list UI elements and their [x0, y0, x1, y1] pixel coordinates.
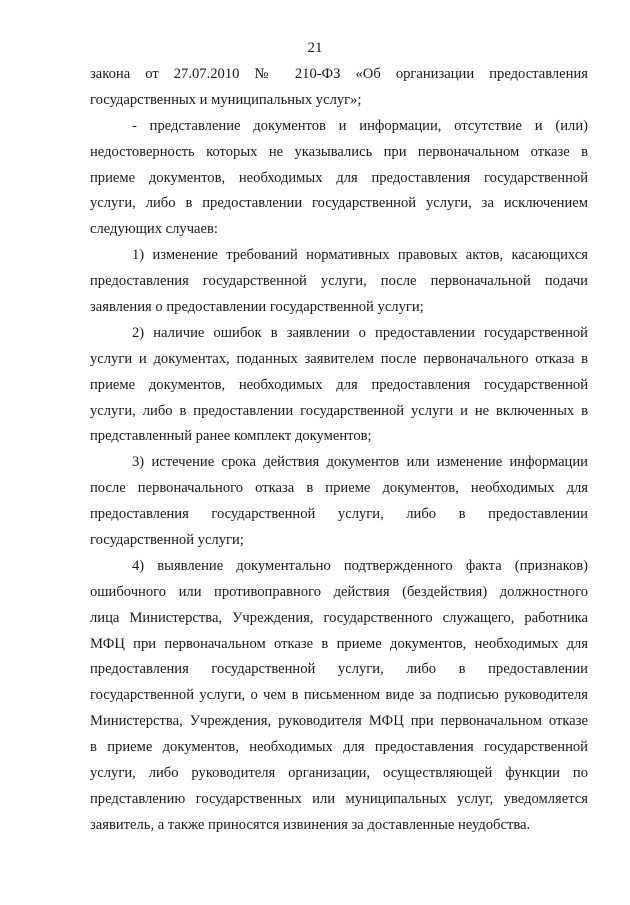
text-line: предоставления государственной услуги, либо в предоставлении — [90, 661, 588, 678]
text-line: представленный ранее комплект документов; — [90, 428, 372, 445]
text-line: предоставления государственной услуги, либо в предоставлении — [90, 506, 588, 523]
page-number: 21 — [307, 40, 323, 56]
text-line: - представление документов и информации, отсутствие и (или) — [132, 117, 588, 134]
text-line: ошибочного или противоправного действия (бездействия) должностного — [90, 583, 588, 600]
text-line: следующих случаев: — [90, 221, 218, 238]
text-line: в приеме документов, необходимых для предоставления государственной — [90, 739, 588, 756]
text-line: 2) наличие ошибок в заявлении о предоставлении государственной — [132, 324, 588, 341]
text-line: услуги, либо в предоставлении государственной услуги, за исключением — [90, 195, 588, 212]
text-line: приеме документов, необходимых для предоставления государственной — [90, 376, 588, 393]
text-line: услуги и документах, поданных заявителем после первоначального отказа в — [90, 350, 588, 367]
document-body — [90, 62, 588, 839]
text-line: государственной услуги; — [90, 532, 244, 549]
text-line: МФЦ при первоначальном отказе в приеме документов, необходимых для — [90, 635, 588, 652]
text-line: 3) истечение срока действия документов или изменение информации — [132, 454, 588, 471]
text-line: заявления о предоставлении государственной услуги; — [90, 299, 424, 316]
text-line: государственных и муниципальных услуг»; — [90, 91, 362, 108]
text-line: приеме документов, необходимых для предоставления государственной — [90, 169, 588, 186]
text-line: Министерства, Учреждения, руководителя МФЦ при первоначальном отказе — [90, 713, 588, 730]
text-line: предоставления государственной услуги, после первоначальной подачи — [90, 273, 588, 290]
text-line: государственной услуги, о чем в письменном виде за подписью руководителя — [90, 687, 588, 704]
text-line: представлению государственных или муниципальных услуг, уведомляется — [90, 790, 588, 807]
text-line: заявитель, а также приносятся извинения за доставленные неудобства. — [90, 816, 531, 833]
text-line: лица Министерства, Учреждения, государственного служащего, работника — [90, 609, 588, 626]
text-line: услуги, либо в предоставлении государственной услуги и не включенных в — [90, 402, 588, 419]
text-line: 1) изменение требований нормативных правовых актов, касающихся — [132, 247, 588, 264]
text-line: 4) выявление документально подтвержденного факта (признаков) — [132, 557, 588, 574]
text-line: после первоначального отказа в приеме документов, необходимых для — [90, 480, 588, 497]
text-line: услуги, либо руководителя организации, осуществляющей функции по — [90, 765, 588, 782]
text-line: закона от 27.07.2010 № 210-ФЗ «Об организации предоставления — [90, 66, 588, 82]
text-line: недостоверность которых не указывались при первоначальном отказе в — [90, 143, 588, 160]
